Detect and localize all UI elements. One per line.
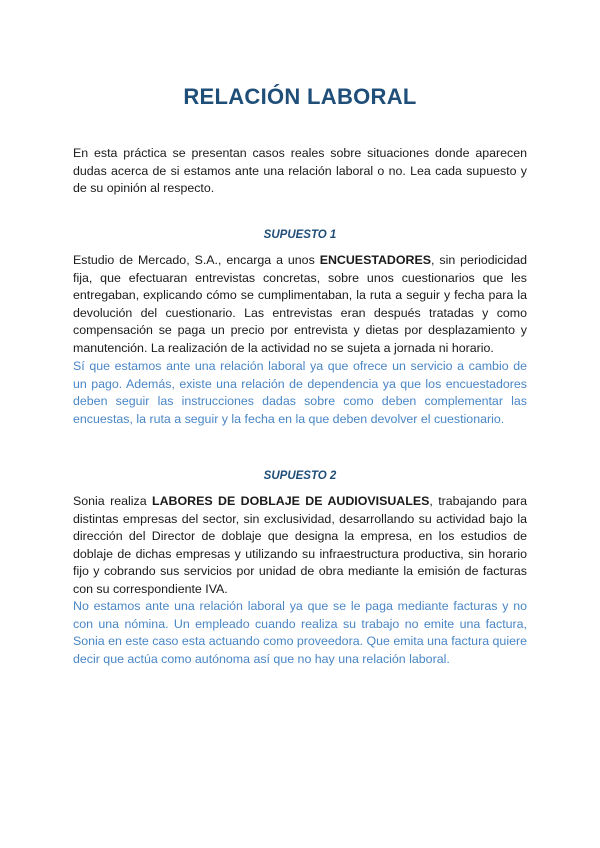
case-1-heading: SUPUESTO 1 (263, 229, 337, 241)
page-title: RELACIÓN LABORAL (183, 84, 417, 109)
case-1-text-before: Estudio de Mercado, S.A., encarga a unos (73, 253, 320, 267)
intro-paragraph: En esta práctica se presentan casos reales sobre situaciones donde aparecen dudas acerca de si estamos ante una relación laboral o no. Lea cada supuesto y de su opinión al respecto. (73, 146, 527, 196)
case-1-text-bold: ENCUESTADORES (319, 253, 432, 267)
case-2-heading: SUPUESTO 2 (263, 470, 337, 482)
case-2-text-bold: LABORES DE DOBLAJE DE AUDIOVISUALES (152, 494, 430, 508)
case-2-text-after: , trabajando para distintas empresas del sector, sin exclusividad, desarrollando su actividad bajo la dirección del Director de doblaje que designa la empresa, en los estudios de doblaje de dichas empresas y utilizando su infraestructura productiva, sin horario fijo y cobrando sus servicios por unidad de obra mediante la emisión de facturas con su correspondiente IVA. (73, 494, 527, 596)
case-1-answer: Sí que estamos ante una relación laboral ya que ofrece un servicio a cambio de un pago. Además, existe una relación de dependencia ya que los encuestadores deben seguir las instrucciones dadas sobre como deben complementar las encuestas, la ruta a seguir y la fecha en la que deben devolver el cuestionario. (73, 359, 527, 426)
case-2-answer: No estamos ante una relación laboral ya que se le paga mediante facturas y no con una nómina. Un empleado cuando realiza su trabajo no emite una factura, Sonia en este caso esta actuando como proveedora. Que emita una factura quiere decir que actúa como autónoma así que no hay una relación laboral. (73, 599, 527, 666)
case-2-statement (73, 493, 527, 599)
case-1-text-after: , sin periodicidad fija, que efectuaran entrevistas concretas, sobre unos cuestionarios que les entregaban, explicando cómo se cumplimentaban, la ruta a seguir y fecha para la devolución del cuestionario. Las entrevistas eran después tratadas y como compensación se paga un precio por entrevista y dietas por desplazamiento y manutención. La realización de la actividad no se sujeta a jornada ni horario. (73, 253, 527, 355)
case-1-statement (73, 252, 527, 358)
case-2-text-before: Sonia realiza (73, 494, 153, 508)
